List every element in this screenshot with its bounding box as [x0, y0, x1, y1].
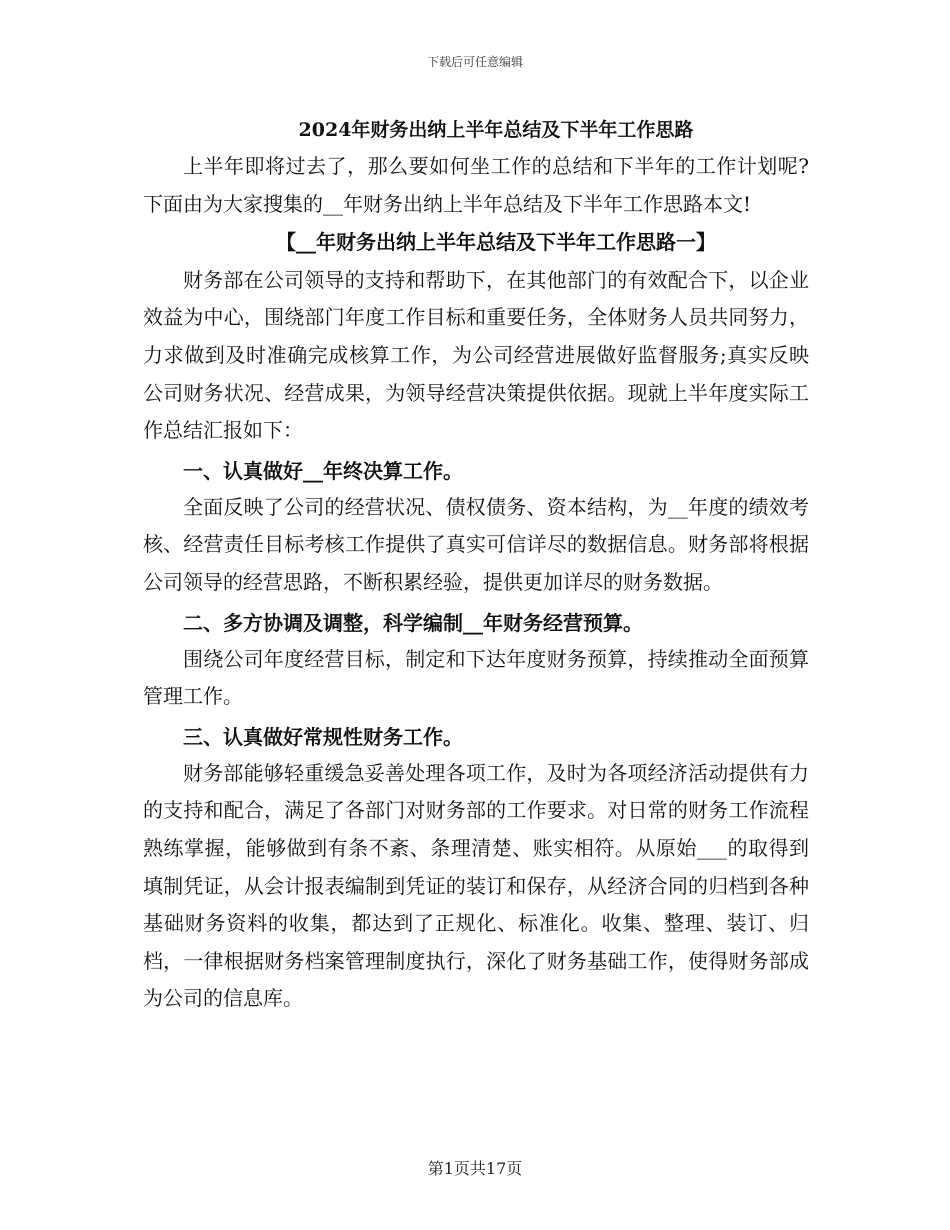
paragraph-4: 财务部能够轻重缓急妥善处理各项工作，及时为各项经济活动提供有力的支持和配合，满足了各部门对财务部的工作要求。对日常的财务工作流程熟练掌握，能够做到有条不紊、条理清楚、账实相符。从原始___的取得到填制凭证，从会计报表编制到凭证的装订和保存，从经济合同的归档到各种基础财务资料的收集，都达到了正规化、标准化。收集、整理、装订、归档，一律根据财务档案管理制度执行，深化了财务基础工作，使得财务部成为公司的信息库。	[143, 760, 809, 1011]
document-body	[143, 112, 809, 1018]
document-title: 2024年财务出纳上半年总结及下半年工作思路	[298, 119, 694, 141]
heading-2: 二、多方协调及调整，科学编制__年财务经营预算。	[183, 610, 643, 635]
heading-1: 一、认真做好__年终决算工作。	[183, 458, 463, 483]
paragraph-3: 围绕公司年度经营目标，制定和下达年度财务预算，持续推动全面预算管理工作。	[143, 646, 809, 709]
heading-3: 三、认真做好常规性财务工作。	[183, 724, 463, 749]
section-heading: 【__年财务出纳上半年总结及下半年工作思路一】	[276, 230, 716, 255]
paragraph-1: 财务部在公司领导的支持和帮助下，在其他部门的有效配合下，以企业效益为中心，围绕部门年度工作目标和重要任务，全体财务人员共同努力，力求做到及时准确完成核算工作，为公司经营进展做好监督服务;真实反映公司财务状况、经营成果，为领导经营决策提供依据。现就上半年度实际工作总结汇报如下：	[143, 267, 809, 443]
header-note: 下载后可任意编辑	[426, 55, 523, 69]
page-number: 第1页共17页	[427, 1159, 523, 1178]
intro-paragraph: 上半年即将过去了，那么要如何坐工作的总结和下半年的工作计划呢?下面由为大家搜集的__年财务出纳上半年总结及下半年工作思路本文!	[143, 154, 809, 216]
paragraph-2: 全面反映了公司的经营状况、债权债务、资本结构，为__年度的绩效考核、经营责任目标考核工作提供了真实可信详尽的数据信息。财务部将根据公司领导的经营思路，不断积累经验，提供更加详尽的财务数据。	[143, 494, 809, 594]
